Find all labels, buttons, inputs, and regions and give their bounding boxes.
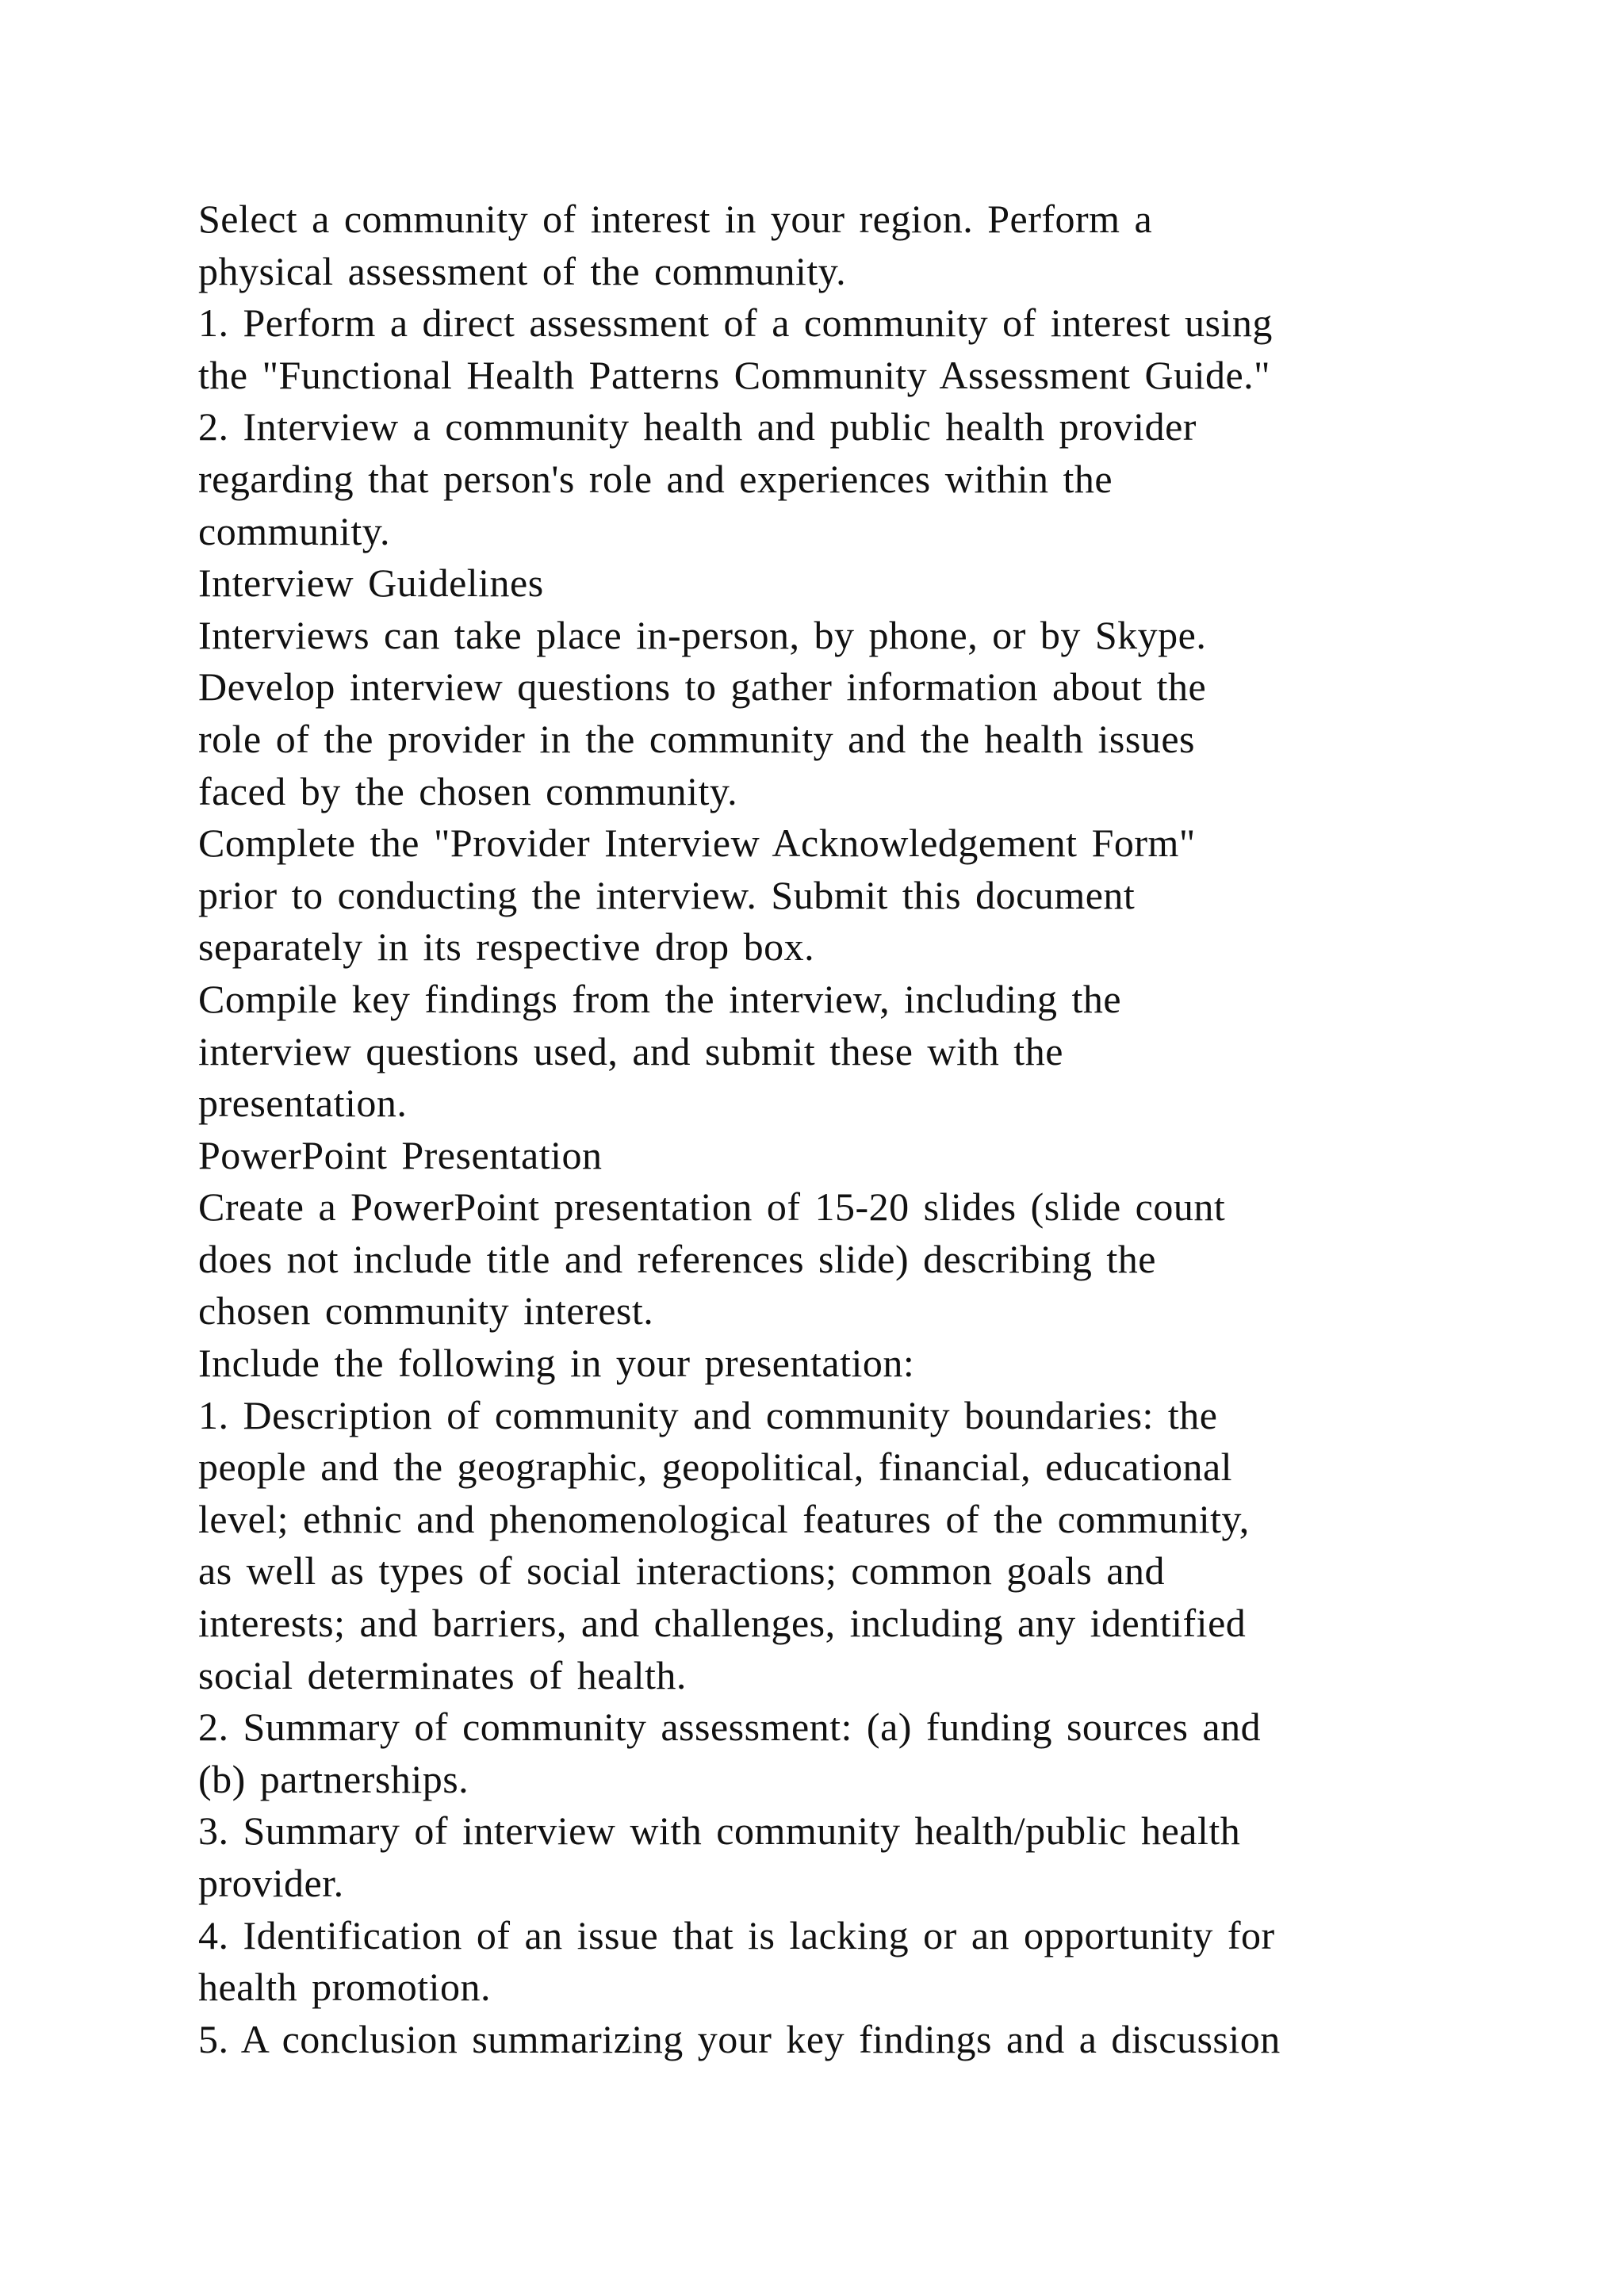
text-line: 5. A conclusion summarizing your key findings and a discussion — [198, 2016, 1281, 2061]
text-line: physical assessment of the community. — [198, 248, 847, 293]
text-line: does not include title and references slide) describing the — [198, 1236, 1156, 1281]
text-line: as well as types of social interactions; common goals and — [198, 1548, 1166, 1594]
text-line: community. — [198, 508, 391, 553]
text-line: presentation. — [198, 1081, 408, 1126]
text-line: faced by the chosen community. — [198, 768, 738, 813]
text-line: separately in its respective drop box. — [198, 924, 815, 970]
text-line: Select a community of interest in your region. Perform a — [198, 197, 1153, 241]
text-line: level; ethnic and phenomenological features of the community, — [198, 1496, 1250, 1541]
text-line: 3. Summary of interview with community health/public health — [198, 1808, 1241, 1854]
document-body — [198, 193, 1435, 2065]
text-line: Complete the "Provider Interview Acknowledgement Form" — [198, 821, 1196, 866]
text-line: social determinates of health. — [198, 1652, 687, 1697]
text-line: 2. Interview a community health and public health provider — [198, 404, 1197, 450]
text-line: people and the geographic, geopolitical, financial, educational — [198, 1445, 1233, 1490]
text-line: Create a PowerPoint presentation of 15-20 slides (slide count — [198, 1184, 1226, 1230]
section-heading: PowerPoint Presentation — [198, 1132, 603, 1177]
text-line: 4. Identification of an issue that is lacking or an opportunity for — [198, 1912, 1275, 1957]
text-line: health promotion. — [198, 1965, 491, 2010]
text-line: Compile key findings from the interview, including the — [198, 976, 1122, 1021]
text-line: interview questions used, and submit these with the — [198, 1028, 1063, 1073]
text-line: provider. — [198, 1861, 344, 1905]
text-line: prior to conducting the interview. Submit this document — [198, 872, 1136, 917]
text-line: role of the provider in the community and the health issues — [198, 716, 1195, 761]
text-line: Include the following in your presentation: — [198, 1341, 915, 1386]
text-line: (b) partnerships. — [198, 1756, 469, 1801]
text-line: chosen community interest. — [198, 1288, 654, 1334]
text-line: 1. Perform a direct assessment of a community of interest using — [198, 300, 1273, 346]
text-line: regarding that person's role and experiences within the — [198, 456, 1113, 501]
text-line: Develop interview questions to gather information about the — [198, 664, 1207, 710]
text-line: 2. Summary of community assessment: (a) funding sources and — [198, 1705, 1262, 1750]
text-line: interests; and barriers, and challenges, including any identified — [198, 1601, 1247, 1646]
section-heading: Interview Guidelines — [198, 561, 544, 606]
text-line: the "Functional Health Patterns Community Assessment Guide." — [198, 352, 1271, 397]
text-line: 1. Description of community and community boundaries: the — [198, 1392, 1218, 1437]
text-line: Interviews can take place in-person, by phone, or by Skype. — [198, 612, 1207, 657]
